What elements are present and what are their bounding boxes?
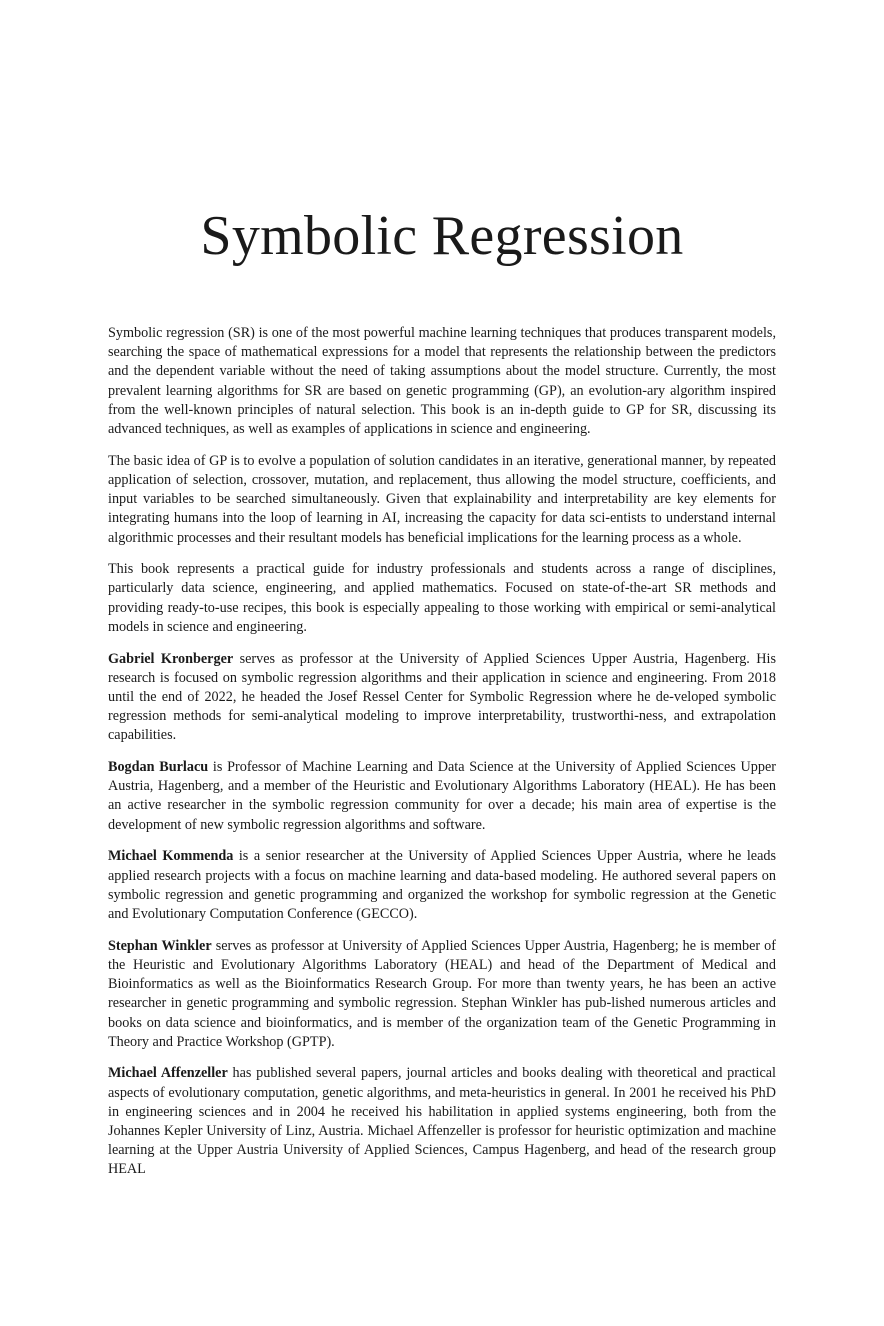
author-name: Bogdan Burlacu [108,759,209,776]
description-paragraph-2: The basic idea of GP is to evolve a population of solution candidates in an iterative, generational manner, by repeated application of selection, crossover, mutation, and replacement, thus allowing the model structure, coefficients, and input variables to be searched simultaneously. Given that explainability and interpretability are key elements for integrating humans into the loop of learning in AI, increasing the capacity for data sci-entists to understand internal algorithmic processes and their resultant models has beneficial implications for the learning process as a whole. [108,452,776,546]
description-paragraph-3: This book represents a practical guide for industry professionals and students across a range of disciplines, particularly data science, engineering, and applied mathematics. Focused on state-of-the-art SR methods and providing ready-to-use recipes, this book is especially appealing to those working with empirical or semi-analytical models in science and engineering. [108,561,776,635]
author-name: Stephan Winkler [108,937,212,954]
description-paragraph-1: Symbolic regression (SR) is one of the most powerful machine learning techniques that produces transparent models, searching the space of mathematical expressions for a model that represents the relationship between the predictors and the dependent variable without the need of taking assumptions about the model structure. Currently, the most prevalent learning algorithms for SR are based on genetic programming (GP), an evolution-ary algorithm inspired from the well-known principles of natural selection. This book is an in-depth guide to GP for SR, discussing its advanced techniques, as well as examples of applications in science and engineering. [108,325,776,438]
author-bio-text: has published several papers, journal articles and books dealing with theoretical and practical aspects of evolutionary computation, genetic algorithms, and meta-heuristics in general. In 2001 he received his PhD in engineering sciences and in 2004 he received his habilitation in applied systems engineering, both from the Johannes Kepler University of Linz, Austria. Michael Affenzeller is professor for heuristic optimization and machine learning at the Upper Austria University of Applied Sciences, Campus Hagenberg, and head of the research group HEAL [108,1065,776,1178]
author-bio-text: serves as professor at the University of Applied Sciences Upper Austria, Hagenberg. His research is focused on symbolic regression algorithms and their application in science and engineering. From 2018 until the end of 2022, he headed the Josef Ressel Center for Symbolic Regression where he de-veloped symbolic regression methods for semi-analytical modeling to improve interpretability, trustworthi-ness, and extrapolation capabilities. [108,650,776,744]
author-bio-winkler [108,937,776,1052]
cover-description [108,324,776,1180]
author-name: Gabriel Kronberger [108,650,234,667]
author-bio-affenzeller [108,1064,776,1179]
book-title: Symbolic Regression [200,205,684,267]
author-bio-text: is a senior researcher at the University of Applied Sciences Upper Austria, where he leads applied research projects with a focus on machine learning and data-based modeling. He authored several papers on symbolic regression and genetic programming and organized the workshop for symbolic regression at the Genetic and Evolutionary Computation Conference (GECCO). [108,848,776,922]
author-bio-text: serves as professor at University of Applied Sciences Upper Austria, Hagenberg; he is member of the Heuristic and Evolutionary Algorithms Laboratory (HEAL) and head of the Department of Medical and Bioinformatics as well as the Bioinformatics Research Group. For more than twenty years, he has been an active researcher in genetic programming and symbolic regression. Stephan Winkler has pub-lished numerous articles and books on data science and bioinformatics, and is member of the organization team of the Genetic Programming in Theory and Practice Workshop (GPTP). [108,937,776,1050]
author-bio-kommenda [108,847,776,924]
author-bio-kronberger [108,650,776,746]
back-cover-page [108,200,776,1192]
author-bio-text: is Professor of Machine Learning and Data Science at the University of Applied Sciences Upper Austria, Hagenberg, and a member of the Heuristic and Evolutionary Algorithms Laboratory (HEAL). He has been an active researcher in the symbolic regression community for over a decade; his main area of expertise is the development of new symbolic regression algorithms and software. [108,759,776,833]
author-bio-burlacu [108,758,776,835]
author-name: Michael Affenzeller [108,1065,228,1082]
author-name: Michael Kommenda [108,848,234,865]
